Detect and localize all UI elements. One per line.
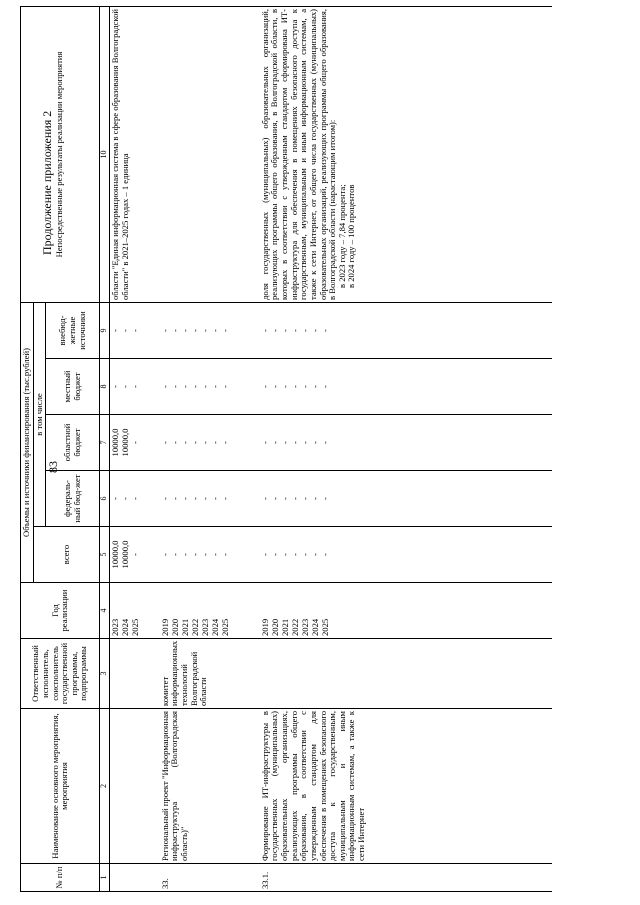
amount-value: - xyxy=(110,329,121,332)
amount-value: - xyxy=(199,497,210,500)
amount-value: - xyxy=(120,385,131,388)
amount-value: 10000,0 xyxy=(110,428,121,457)
column-number: 3 xyxy=(100,639,110,709)
result-item: в 2024 году – 100 процентов xyxy=(346,184,357,288)
amount-value: - xyxy=(189,441,200,444)
year-value: 2025 xyxy=(319,618,330,636)
header-including: в том числе xyxy=(33,302,46,526)
amount-value: - xyxy=(289,441,300,444)
column-number: 9 xyxy=(100,302,110,358)
amount-value: - xyxy=(209,329,220,332)
row-result xyxy=(260,6,552,302)
amount-value: - xyxy=(219,553,230,556)
amount-value: - xyxy=(199,553,210,556)
row-fed-cell xyxy=(160,471,260,527)
year-value: 2020 xyxy=(169,618,180,636)
amount-value: - xyxy=(209,553,220,556)
row-loc-cell xyxy=(160,359,260,415)
amount-value: - xyxy=(219,497,230,500)
year-value: 2019 xyxy=(159,618,170,636)
year-value: 2021 xyxy=(279,618,290,636)
amount-value: - xyxy=(179,329,190,332)
amount-value: - xyxy=(279,329,290,332)
row-ext-cell xyxy=(160,302,260,358)
amount-value: - xyxy=(179,385,190,388)
amount-value: - xyxy=(219,441,230,444)
amount-value: - xyxy=(169,553,180,556)
year-value: 2019 xyxy=(259,618,270,636)
column-number: 4 xyxy=(100,583,110,639)
amount-value: - xyxy=(219,329,230,332)
amount-value: - xyxy=(130,385,141,388)
column-numbers-row xyxy=(100,6,110,891)
amount-value: - xyxy=(179,497,190,500)
row-loc-cell xyxy=(110,359,160,415)
row-total-cell xyxy=(110,527,160,583)
header-name: Наименование основного мероприятия, мероприятия xyxy=(21,709,100,864)
amount-value: - xyxy=(299,441,310,444)
column-number: 8 xyxy=(100,359,110,415)
row-years-cell xyxy=(110,583,160,639)
amount-value: - xyxy=(309,385,320,388)
amount-value: - xyxy=(269,441,280,444)
financing-table xyxy=(20,6,552,892)
amount-value: - xyxy=(199,329,210,332)
header-responsible: Ответственный исполнитель, соисполнитель государственной программы, подпрограммы xyxy=(21,639,100,709)
amount-value: - xyxy=(209,497,220,500)
table-row xyxy=(110,6,160,891)
row-fed-cell xyxy=(260,471,552,527)
row-result xyxy=(160,6,260,302)
result-text: области "Единая информационная система в сфере образования Волгоградской области" в 2021–2025 годах – 1 единица xyxy=(110,8,130,300)
result-item: в 2023 году – 7,84 процента; xyxy=(336,184,347,288)
amount-value: - xyxy=(159,441,170,444)
amount-value: - xyxy=(259,385,270,388)
row-ext-cell xyxy=(260,302,552,358)
column-number: 7 xyxy=(100,415,110,471)
amount-value: - xyxy=(289,553,300,556)
amount-value: - xyxy=(319,497,330,500)
amount-value: - xyxy=(189,385,200,388)
row-name xyxy=(110,709,160,864)
row-ext-cell xyxy=(110,302,160,358)
year-value: 2023 xyxy=(199,618,210,636)
amount-value: - xyxy=(130,441,141,444)
amount-value: - xyxy=(169,441,180,444)
amount-value: - xyxy=(289,497,300,500)
year-value: 2021 xyxy=(179,618,190,636)
amount-value: - xyxy=(299,385,310,388)
column-number: 10 xyxy=(100,6,110,302)
year-value: 2025 xyxy=(219,618,230,636)
year-value: 2025 xyxy=(130,618,141,636)
amount-value: - xyxy=(120,497,131,500)
amount-value: - xyxy=(319,385,330,388)
row-years-cell xyxy=(260,583,552,639)
row-fed-cell xyxy=(110,471,160,527)
amount-value: - xyxy=(269,553,280,556)
row-reg-cell xyxy=(160,415,260,471)
amount-value: - xyxy=(269,497,280,500)
amount-value: - xyxy=(159,329,170,332)
amount-value: - xyxy=(209,441,220,444)
amount-value: - xyxy=(309,329,320,332)
amount-value: - xyxy=(269,329,280,332)
amount-value: 10000,0 xyxy=(110,540,121,569)
amount-value: - xyxy=(259,497,270,500)
row-total-cell xyxy=(160,527,260,583)
year-value: 2022 xyxy=(289,618,300,636)
column-number: 6 xyxy=(100,471,110,527)
amount-value: - xyxy=(169,329,180,332)
table-row xyxy=(260,6,552,891)
row-number xyxy=(110,864,160,892)
header-regional: областной бюджет xyxy=(46,415,100,471)
page-number: 83 xyxy=(46,461,60,473)
amount-value: 10000,0 xyxy=(120,540,131,569)
amount-value: - xyxy=(159,553,170,556)
row-result xyxy=(110,6,160,302)
year-value: 2022 xyxy=(189,618,200,636)
row-total-cell xyxy=(260,527,552,583)
amount-value: 10000,0 xyxy=(120,428,131,457)
row-responsible: комитет информационных технологий Волгоградской области xyxy=(160,639,260,709)
amount-value: - xyxy=(279,441,290,444)
year-value: 2023 xyxy=(110,618,121,636)
amount-value: - xyxy=(289,329,300,332)
amount-value: - xyxy=(169,385,180,388)
amount-value: - xyxy=(279,553,290,556)
amount-value: - xyxy=(130,553,141,556)
amount-value: - xyxy=(110,497,121,500)
amount-value: - xyxy=(309,553,320,556)
amount-value: - xyxy=(299,497,310,500)
year-value: 2020 xyxy=(269,618,280,636)
amount-value: - xyxy=(279,385,290,388)
year-value: 2024 xyxy=(309,618,320,636)
amount-value: - xyxy=(130,497,141,500)
header-year: Год реализации xyxy=(21,583,100,639)
row-years-cell xyxy=(160,583,260,639)
amount-value: - xyxy=(259,553,270,556)
amount-value: - xyxy=(169,497,180,500)
amount-value: - xyxy=(130,329,141,332)
amount-value: - xyxy=(209,385,220,388)
year-value: 2024 xyxy=(120,618,131,636)
column-number: 2 xyxy=(100,709,110,864)
amount-value: - xyxy=(179,441,190,444)
row-reg-cell xyxy=(260,415,552,471)
amount-value: - xyxy=(319,329,330,332)
row-reg-cell xyxy=(110,415,160,471)
amount-value: - xyxy=(279,497,290,500)
year-value: 2023 xyxy=(299,618,310,636)
year-value: 2024 xyxy=(209,618,220,636)
row-loc-cell xyxy=(260,359,552,415)
amount-value: - xyxy=(319,553,330,556)
row-name: Региональный проект "Информационная инфраструктура (Волгоградская область)" xyxy=(160,709,260,864)
amount-value: - xyxy=(259,441,270,444)
row-number: 33.1. xyxy=(260,864,552,892)
header-federal: федераль-ный бюд-жет xyxy=(46,471,100,527)
amount-value: - xyxy=(199,441,210,444)
header-extrabudget: внебюд-жетные источники xyxy=(46,302,100,358)
row-number: 33. xyxy=(160,864,260,892)
amount-value: - xyxy=(299,553,310,556)
amount-value: - xyxy=(189,497,200,500)
amount-value: - xyxy=(159,385,170,388)
result-text: доля государственных (муниципальных) образовательных организаций, реализующих программы общего образования, в Волгоградской области, в которых в соответствии с утвержденным стандартом сформирована ИТ-инфраструктура для обеспечения в помещениях безопасного доступа к государственным, муниципальным и иным информационным системам, а также к сети Интернет, от общего числа государственных (муниципальных) образовательных организаций, реализующих программы общего образования, в Волгоградской области (нарастающим итогом): xyxy=(259,8,338,300)
header-total: всего xyxy=(33,527,100,583)
row-responsible xyxy=(110,639,160,709)
amount-value: - xyxy=(259,329,270,332)
amount-value: - xyxy=(269,385,280,388)
header-volume: Объемы и источники финансирования (тыс.рублей) xyxy=(21,302,34,582)
amount-value: - xyxy=(189,553,200,556)
header-num: № п/п xyxy=(21,864,100,892)
amount-value: - xyxy=(159,497,170,500)
amount-value: - xyxy=(219,385,230,388)
amount-value: - xyxy=(110,385,121,388)
amount-value: - xyxy=(179,553,190,556)
amount-value: - xyxy=(199,385,210,388)
table-row xyxy=(160,6,260,891)
amount-value: - xyxy=(309,497,320,500)
amount-value: - xyxy=(189,329,200,332)
appendix-continuation-title: Продолжение приложения 2 xyxy=(40,110,54,255)
header-local: местный бюджет xyxy=(46,359,100,415)
row-responsible xyxy=(260,639,552,709)
amount-value: - xyxy=(120,329,131,332)
column-number: 1 xyxy=(100,864,110,892)
amount-value: - xyxy=(309,441,320,444)
amount-value: - xyxy=(289,385,300,388)
row-name: Формирование ИТ-инфраструктуры в государственных (муниципальных) образовательных организациях, реализующих программы общего образования, в соответствии с утвержденным стандартом для обеспечения в помещениях безопасного доступа к государственным, муниципальным и иным информационным системам, а также к сети Интернет xyxy=(260,709,552,864)
amount-value: - xyxy=(319,441,330,444)
header-result: Непосредственные результаты реализации мероприятия xyxy=(21,6,100,302)
column-number: 5 xyxy=(100,527,110,583)
amount-value: - xyxy=(299,329,310,332)
